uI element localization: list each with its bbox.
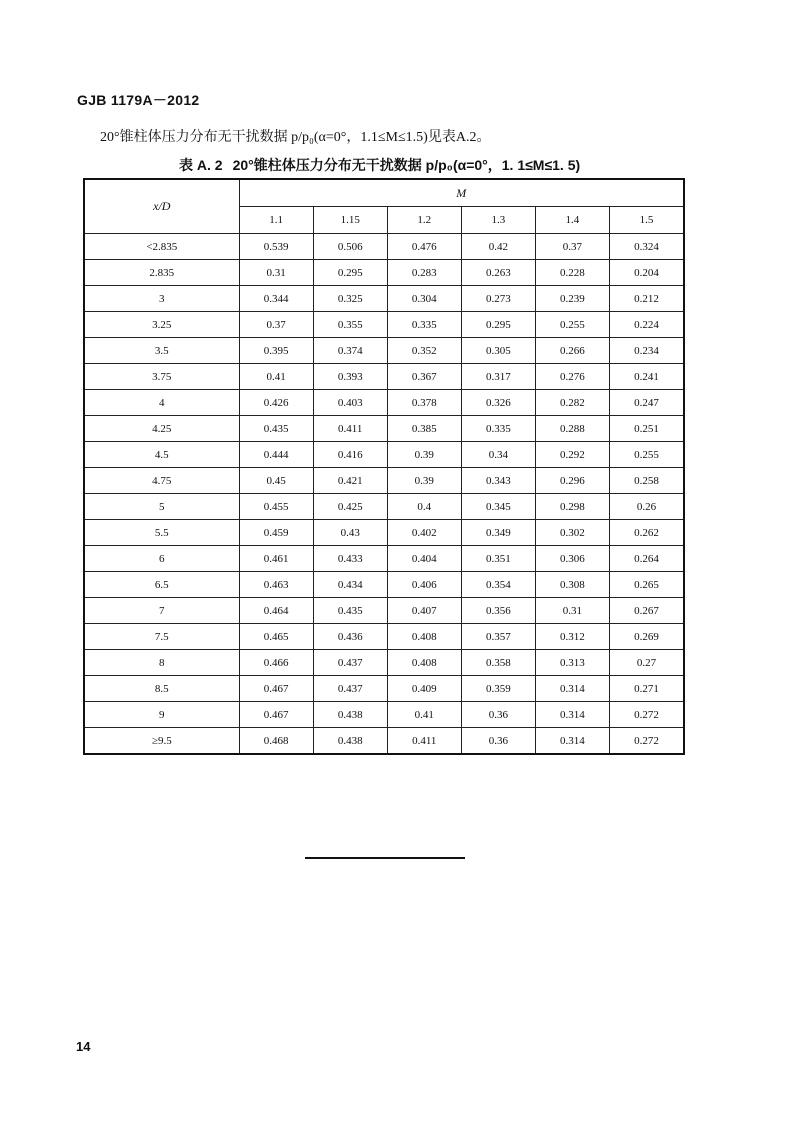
document-code: GJB 1179A－2012 bbox=[77, 92, 200, 108]
table-row bbox=[84, 598, 684, 624]
pressure-ratio-cell: 0.395 bbox=[239, 338, 313, 364]
pressure-distribution-table bbox=[83, 178, 685, 755]
pressure-ratio-cell: 0.241 bbox=[609, 364, 684, 390]
pressure-ratio-cell: 0.265 bbox=[609, 572, 684, 598]
pressure-ratio-cell: 0.349 bbox=[461, 520, 535, 546]
mach-column-header: 1.1 bbox=[239, 207, 313, 234]
pressure-ratio-cell: 0.42 bbox=[461, 234, 535, 260]
pressure-ratio-cell: 0.436 bbox=[313, 624, 387, 650]
pressure-ratio-cell: 0.255 bbox=[609, 442, 684, 468]
pressure-ratio-cell: 0.326 bbox=[461, 390, 535, 416]
pressure-ratio-cell: 0.408 bbox=[387, 650, 461, 676]
pressure-ratio-cell: 0.271 bbox=[609, 676, 684, 702]
pressure-ratio-cell: 0.345 bbox=[461, 494, 535, 520]
pressure-ratio-cell: 0.276 bbox=[535, 364, 609, 390]
pressure-ratio-cell: 0.433 bbox=[313, 546, 387, 572]
pressure-ratio-cell: 0.302 bbox=[535, 520, 609, 546]
pressure-ratio-cell: 0.464 bbox=[239, 598, 313, 624]
pressure-ratio-cell: 0.298 bbox=[535, 494, 609, 520]
table-row bbox=[84, 494, 684, 520]
mach-column-header: 1.2 bbox=[387, 207, 461, 234]
pressure-ratio-cell: 0.304 bbox=[387, 286, 461, 312]
pressure-ratio-cell: 0.465 bbox=[239, 624, 313, 650]
table-title: 20°锥柱体压力分布无干扰数据 p/p₀(α=0°，1. 1≤M≤1. 5) bbox=[232, 157, 581, 173]
pressure-ratio-cell: 0.317 bbox=[461, 364, 535, 390]
table-row bbox=[84, 286, 684, 312]
pressure-ratio-cell: 0.258 bbox=[609, 468, 684, 494]
pressure-ratio-cell: 0.416 bbox=[313, 442, 387, 468]
pressure-ratio-cell: 0.408 bbox=[387, 624, 461, 650]
pressure-ratio-cell: 0.313 bbox=[535, 650, 609, 676]
pressure-ratio-cell: 0.393 bbox=[313, 364, 387, 390]
xd-value-cell: 3.75 bbox=[84, 364, 239, 390]
pressure-ratio-cell: 0.351 bbox=[461, 546, 535, 572]
xd-value-cell: 4.75 bbox=[84, 468, 239, 494]
xd-value-cell: ≥9.5 bbox=[84, 728, 239, 755]
pressure-ratio-cell: 0.251 bbox=[609, 416, 684, 442]
pressure-ratio-cell: 0.435 bbox=[239, 416, 313, 442]
pressure-ratio-cell: 0.267 bbox=[609, 598, 684, 624]
pressure-ratio-cell: 0.455 bbox=[239, 494, 313, 520]
pressure-ratio-cell: 0.295 bbox=[313, 260, 387, 286]
pressure-ratio-cell: 0.435 bbox=[313, 598, 387, 624]
table-row bbox=[84, 468, 684, 494]
xd-value-cell: 3.5 bbox=[84, 338, 239, 364]
pressure-ratio-cell: 0.305 bbox=[461, 338, 535, 364]
pressure-ratio-cell: 0.212 bbox=[609, 286, 684, 312]
pressure-ratio-cell: 0.314 bbox=[535, 702, 609, 728]
pressure-ratio-cell: 0.344 bbox=[239, 286, 313, 312]
pressure-ratio-cell: 0.41 bbox=[387, 702, 461, 728]
xd-value-cell: 7 bbox=[84, 598, 239, 624]
pressure-ratio-cell: 0.306 bbox=[535, 546, 609, 572]
pressure-ratio-cell: 0.288 bbox=[535, 416, 609, 442]
pressure-ratio-cell: 0.39 bbox=[387, 442, 461, 468]
pressure-ratio-cell: 0.378 bbox=[387, 390, 461, 416]
xd-value-cell: 4 bbox=[84, 390, 239, 416]
xd-column-header: x/D bbox=[84, 179, 239, 234]
pressure-ratio-cell: 0.272 bbox=[609, 728, 684, 755]
table-row bbox=[84, 520, 684, 546]
pressure-ratio-cell: 0.539 bbox=[239, 234, 313, 260]
pressure-ratio-cell: 0.255 bbox=[535, 312, 609, 338]
xd-value-cell: 6.5 bbox=[84, 572, 239, 598]
pressure-ratio-cell: 0.247 bbox=[609, 390, 684, 416]
pressure-ratio-cell: 0.421 bbox=[313, 468, 387, 494]
pressure-ratio-cell: 0.359 bbox=[461, 676, 535, 702]
pressure-ratio-cell: 0.295 bbox=[461, 312, 535, 338]
pressure-ratio-cell: 0.324 bbox=[609, 234, 684, 260]
pressure-ratio-cell: 0.411 bbox=[313, 416, 387, 442]
pressure-ratio-cell: 0.358 bbox=[461, 650, 535, 676]
pressure-ratio-cell: 0.239 bbox=[535, 286, 609, 312]
pressure-ratio-cell: 0.407 bbox=[387, 598, 461, 624]
pressure-ratio-cell: 0.31 bbox=[239, 260, 313, 286]
pressure-ratio-cell: 0.374 bbox=[313, 338, 387, 364]
pressure-ratio-cell: 0.434 bbox=[313, 572, 387, 598]
mach-column-header: 1.15 bbox=[313, 207, 387, 234]
table-row bbox=[84, 364, 684, 390]
pressure-ratio-cell: 0.314 bbox=[535, 728, 609, 755]
xd-value-cell: 2.835 bbox=[84, 260, 239, 286]
pressure-ratio-cell: 0.402 bbox=[387, 520, 461, 546]
pressure-ratio-cell: 0.292 bbox=[535, 442, 609, 468]
table-row bbox=[84, 442, 684, 468]
xd-value-cell: 9 bbox=[84, 702, 239, 728]
pressure-ratio-cell: 0.325 bbox=[313, 286, 387, 312]
xd-value-cell: 8.5 bbox=[84, 676, 239, 702]
pressure-ratio-cell: 0.354 bbox=[461, 572, 535, 598]
pressure-ratio-cell: 0.466 bbox=[239, 650, 313, 676]
table-row bbox=[84, 572, 684, 598]
xd-value-cell: 4.25 bbox=[84, 416, 239, 442]
pressure-ratio-cell: 0.357 bbox=[461, 624, 535, 650]
pressure-ratio-cell: 0.476 bbox=[387, 234, 461, 260]
xd-value-cell: 5.5 bbox=[84, 520, 239, 546]
pressure-ratio-cell: 0.335 bbox=[387, 312, 461, 338]
table-row bbox=[84, 338, 684, 364]
pressure-ratio-cell: 0.204 bbox=[609, 260, 684, 286]
pressure-ratio-cell: 0.352 bbox=[387, 338, 461, 364]
pressure-ratio-cell: 0.37 bbox=[239, 312, 313, 338]
pressure-ratio-cell: 0.228 bbox=[535, 260, 609, 286]
pressure-ratio-cell: 0.43 bbox=[313, 520, 387, 546]
mach-group-header: M bbox=[239, 179, 684, 207]
pressure-ratio-cell: 0.467 bbox=[239, 676, 313, 702]
table-row bbox=[84, 676, 684, 702]
table-row bbox=[84, 390, 684, 416]
pressure-ratio-cell: 0.461 bbox=[239, 546, 313, 572]
pressure-ratio-cell: 0.444 bbox=[239, 442, 313, 468]
pressure-ratio-cell: 0.411 bbox=[387, 728, 461, 755]
pressure-ratio-cell: 0.355 bbox=[313, 312, 387, 338]
xd-value-cell: 5 bbox=[84, 494, 239, 520]
table-row bbox=[84, 416, 684, 442]
pressure-ratio-cell: 0.263 bbox=[461, 260, 535, 286]
pressure-ratio-cell: 0.343 bbox=[461, 468, 535, 494]
xd-value-cell: 8 bbox=[84, 650, 239, 676]
pressure-ratio-cell: 0.314 bbox=[535, 676, 609, 702]
pressure-ratio-cell: 0.27 bbox=[609, 650, 684, 676]
pressure-ratio-cell: 0.273 bbox=[461, 286, 535, 312]
pressure-ratio-cell: 0.37 bbox=[535, 234, 609, 260]
pressure-ratio-cell: 0.41 bbox=[239, 364, 313, 390]
pressure-ratio-cell: 0.438 bbox=[313, 702, 387, 728]
pressure-ratio-cell: 0.269 bbox=[609, 624, 684, 650]
mach-column-header: 1.4 bbox=[535, 207, 609, 234]
table-caption bbox=[0, 155, 807, 175]
pressure-ratio-cell: 0.404 bbox=[387, 546, 461, 572]
pressure-ratio-cell: 0.45 bbox=[239, 468, 313, 494]
end-of-document-rule bbox=[305, 857, 465, 859]
pressure-ratio-cell: 0.437 bbox=[313, 676, 387, 702]
xd-value-cell: 6 bbox=[84, 546, 239, 572]
pressure-ratio-cell: 0.36 bbox=[461, 728, 535, 755]
mach-column-header: 1.5 bbox=[609, 207, 684, 234]
pressure-ratio-cell: 0.356 bbox=[461, 598, 535, 624]
pressure-ratio-cell: 0.425 bbox=[313, 494, 387, 520]
pressure-ratio-cell: 0.264 bbox=[609, 546, 684, 572]
pressure-ratio-cell: 0.459 bbox=[239, 520, 313, 546]
pressure-ratio-cell: 0.308 bbox=[535, 572, 609, 598]
pressure-ratio-cell: 0.426 bbox=[239, 390, 313, 416]
pressure-ratio-cell: 0.39 bbox=[387, 468, 461, 494]
pressure-ratio-cell: 0.385 bbox=[387, 416, 461, 442]
page-number: 14 bbox=[76, 1039, 91, 1054]
intro-paragraph: 20°锥柱体压力分布无干扰数据 p/p₀(α=0°，1.1≤M≤1.5)见表A.2。 bbox=[100, 130, 491, 145]
pressure-ratio-cell: 0.31 bbox=[535, 598, 609, 624]
xd-value-cell: <2.835 bbox=[84, 234, 239, 260]
pressure-ratio-cell: 0.467 bbox=[239, 702, 313, 728]
xd-value-cell: 7.5 bbox=[84, 624, 239, 650]
table-row bbox=[84, 702, 684, 728]
pressure-ratio-cell: 0.437 bbox=[313, 650, 387, 676]
table-row bbox=[84, 312, 684, 338]
pressure-ratio-cell: 0.367 bbox=[387, 364, 461, 390]
pressure-ratio-cell: 0.409 bbox=[387, 676, 461, 702]
table-row bbox=[84, 234, 684, 260]
xd-value-cell: 4.5 bbox=[84, 442, 239, 468]
pressure-ratio-cell: 0.26 bbox=[609, 494, 684, 520]
pressure-ratio-cell: 0.34 bbox=[461, 442, 535, 468]
pressure-ratio-cell: 0.224 bbox=[609, 312, 684, 338]
pressure-ratio-cell: 0.272 bbox=[609, 702, 684, 728]
pressure-ratio-cell: 0.4 bbox=[387, 494, 461, 520]
pressure-ratio-cell: 0.403 bbox=[313, 390, 387, 416]
pressure-ratio-cell: 0.36 bbox=[461, 702, 535, 728]
pressure-ratio-cell: 0.406 bbox=[387, 572, 461, 598]
xd-value-cell: 3.25 bbox=[84, 312, 239, 338]
pressure-ratio-cell: 0.468 bbox=[239, 728, 313, 755]
pressure-ratio-cell: 0.234 bbox=[609, 338, 684, 364]
pressure-ratio-cell: 0.335 bbox=[461, 416, 535, 442]
table-row bbox=[84, 260, 684, 286]
pressure-ratio-cell: 0.438 bbox=[313, 728, 387, 755]
table-row bbox=[84, 546, 684, 572]
table-body bbox=[84, 234, 684, 755]
xd-value-cell: 3 bbox=[84, 286, 239, 312]
pressure-ratio-cell: 0.282 bbox=[535, 390, 609, 416]
pressure-ratio-cell: 0.262 bbox=[609, 520, 684, 546]
table-row bbox=[84, 650, 684, 676]
table-row bbox=[84, 624, 684, 650]
pressure-ratio-cell: 0.506 bbox=[313, 234, 387, 260]
table-number: 表 A. 2 bbox=[179, 157, 223, 173]
pressure-ratio-cell: 0.463 bbox=[239, 572, 313, 598]
pressure-ratio-cell: 0.296 bbox=[535, 468, 609, 494]
pressure-ratio-cell: 0.283 bbox=[387, 260, 461, 286]
pressure-ratio-cell: 0.312 bbox=[535, 624, 609, 650]
pressure-ratio-cell: 0.266 bbox=[535, 338, 609, 364]
mach-column-header: 1.3 bbox=[461, 207, 535, 234]
table-row bbox=[84, 728, 684, 755]
